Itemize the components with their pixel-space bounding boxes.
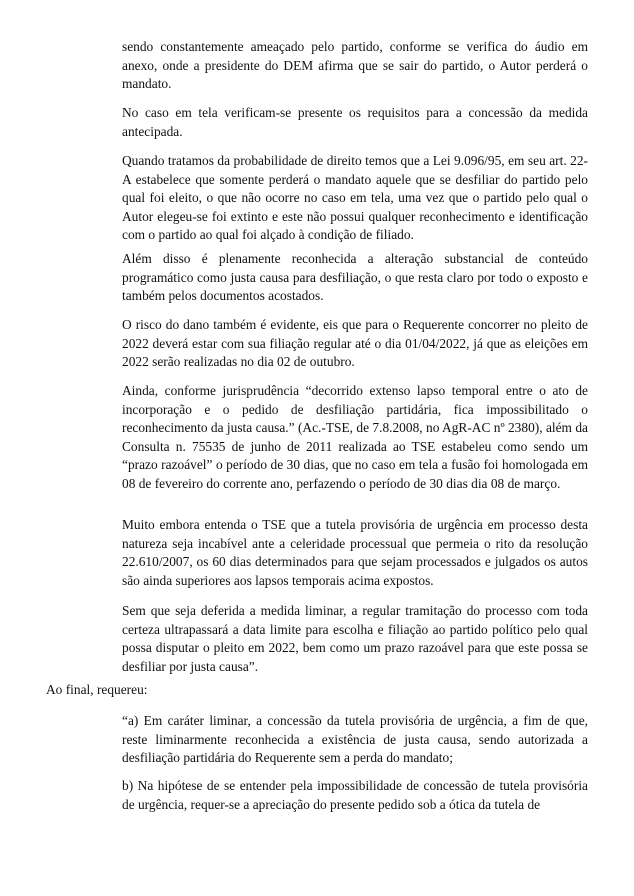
request-b: b) Na hipótese de se entender pela impossibilidade de concessão de tutela provisória de urgência, requer-se a apreciação do presente pedido sob a ótica da tutela de [122,778,588,812]
paragraph-programmatic-change: Além disso é plenamente reconhecida a alteração substancial de conteúdo programático como justa causa para desfiliação, o que resta claro por todo o exposto e também pelos documentos acostados. [122,251,588,304]
paragraph-probability: Quando tratamos da probabilidade de direito temos que a Lei 9.096/95, em seu art. 22-A estabelece que somente perderá o mandato aquele que se desfiliar do partido pelo qual foi eleito, o que não ocorre no caso em tela, uma vez que o partido pelo qual o Autor elegeu-se foi extinto e este não possui qualquer reconhecimento e identificação com o partido ao qual foi alçado à condição de filiado. [122,153,588,243]
paragraph-requirements: No caso em tela verificam-se presente os requisitos para a concessão da medida antecipada. [122,105,588,139]
requests-intro: Ao final, requereu: [46,682,148,697]
paragraph-risk: O risco do dano também é evidente, eis que para o Requerente concorrer no pleito de 2022 deverá estar com sua filiação regular até o dia 01/04/2022, já que as eleições em 2022 serão realizadas no dia 02 de outubro. [122,317,588,370]
paragraph-jurisprudence: Ainda, conforme jurisprudência “decorrido extenso lapso temporal entre o ato de incorporação e o pedido de desfiliação partidária, fica impossibilitado o reconhecimento da justa causa.” (Ac.-TSE, de 7.8.2008, no AgR-AC nº 2380), além da Consulta n. 75535 de junho de 2011 realizada ao TSE estabeleu como sendo um “prazo razoável” o período de 30 dias, que no caso em tela a fusão foi homologada em 08 de fevereiro do corrente ano, perfazendo o período de 30 dias dia 08 de março. [122,383,588,491]
paragraph-tse: Muito embora entenda o TSE que a tutela provisória de urgência em processo desta natureza seja incabível ante a celeridade processual que permeia o rito da resolução 22.610/2007, os 60 dias determinados para que sejam processados e julgados os autos são ainda superiores aos lapsos temporais acima expostos. [122,517,588,588]
request-a: “a) Em caráter liminar, a concessão da tutela provisória de urgência, a fim de que, reste liminarmente reconhecida a existência de justa causa, sendo autorizada a desfiliação partidária do Requerente sem a perda do mandato; [122,713,588,766]
paragraph-liminar: Sem que seja deferida a medida liminar, a regular tramitação do processo com toda certeza ultrapassará a data limite para escolha e filiação ao partido político pelo qual possa disputar o pleito em 2022, bem como um prazo razoável para que este possa se desfiliar por justa causa”. [122,603,588,674]
paragraph-threat: sendo constantemente ameaçado pelo partido, conforme se verifica do áudio em anexo, onde a presidente do DEM afirma que se sair do partido, o Autor perderá o mandato. [122,39,588,92]
